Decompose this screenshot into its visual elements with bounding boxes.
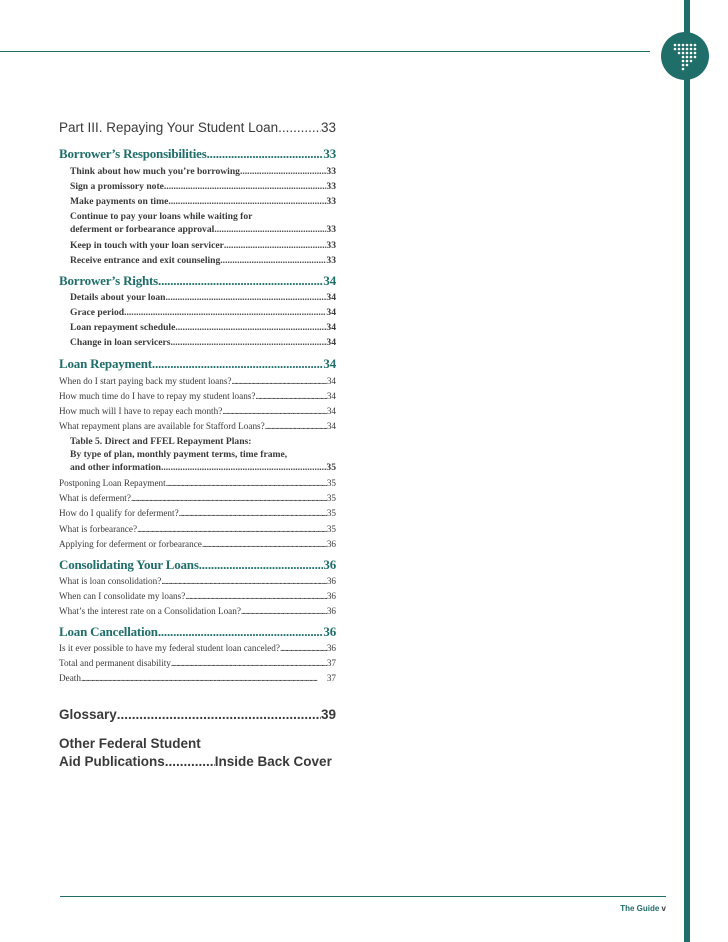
- toc-question[interactable]: What’s the interest rate on a Consolidation Loan? ..... 36: [59, 606, 336, 616]
- toc-question[interactable]: What is loan consolidation? ..... 36: [59, 576, 336, 586]
- toc-table5[interactable]: and other information ..... 35: [59, 462, 336, 473]
- toc-question[interactable]: When do I start paying back my student loans? ..... 34: [59, 376, 336, 386]
- toc-item[interactable]: Keep in touch with your loan servicer ..... 33: [59, 240, 336, 251]
- toc-question[interactable]: Applying for deferment or forbearance ..... 36: [59, 539, 336, 549]
- toc-consolidating-loans[interactable]: Consolidating Your Loans ..... 36: [59, 557, 336, 573]
- toc-item[interactable]: Loan repayment schedule ..... 34: [59, 322, 336, 333]
- toc-question[interactable]: How much will I have to repay each month? ..... 34: [59, 406, 336, 416]
- side-accent-bar: [684, 0, 690, 942]
- toc-question[interactable]: How much time do I have to repay my student loans? ..... 34: [59, 391, 336, 401]
- toc-question[interactable]: Death ..... 37: [59, 673, 336, 683]
- toc-item[interactable]: Receive entrance and exit counseling ..... 33: [59, 255, 336, 266]
- toc-borrower-rights[interactable]: Borrower’s Rights ..... 34: [59, 273, 336, 289]
- toc-item[interactable]: deferment or forbearance approval ..... 33: [59, 224, 336, 235]
- toc-question[interactable]: Is it ever possible to have my federal student loan canceled? ..... 36: [59, 643, 336, 653]
- toc-other-publications[interactable]: Aid Publications ..... Inside Back Cover: [59, 754, 336, 769]
- toc-glossary[interactable]: Glossary ..... 39: [59, 707, 336, 722]
- toc-question[interactable]: What is forbearance? ..... 35: [59, 524, 336, 534]
- toc-borrower-responsibilities[interactable]: Borrower’s Responsibilities ..... 33: [59, 146, 336, 162]
- toc-question[interactable]: Total and permanent disability ..... 37: [59, 658, 336, 668]
- footer-label: The Guide: [620, 904, 660, 913]
- bottom-rule: [60, 896, 666, 897]
- dot-logo-badge: [661, 32, 709, 80]
- footer-page-number: v: [661, 904, 666, 913]
- dot-grid-icon: [661, 32, 709, 80]
- toc-item[interactable]: Make payments on time ..... 33: [59, 196, 336, 207]
- toc-loan-repayment[interactable]: Loan Repayment ..... 34: [59, 356, 336, 372]
- toc-table5-line2: By type of plan, monthly payment terms, time frame,: [70, 449, 288, 460]
- toc-item[interactable]: Grace period ..... 34: [59, 307, 336, 318]
- toc-question[interactable]: How do I qualify for deferment? ..... 35: [59, 508, 336, 518]
- toc-question[interactable]: What is deferment? ..... 35: [59, 493, 336, 503]
- top-rule: [0, 51, 650, 52]
- toc-question[interactable]: Postponing Loan Repayment ..... 35: [59, 478, 336, 488]
- page-footer: [620, 904, 666, 913]
- toc-item[interactable]: Think about how much you’re borrowing ..... 33: [59, 166, 336, 177]
- toc-loan-cancellation[interactable]: Loan Cancellation ..... 36: [59, 624, 336, 640]
- toc-other-line1: Other Federal Student: [59, 736, 201, 751]
- toc-item-line1: Continue to pay your loans while waiting for: [70, 211, 253, 222]
- toc-item[interactable]: Change in loan servicers ..... 34: [59, 337, 336, 348]
- toc-item[interactable]: Details about your loan ..... 34: [59, 292, 336, 303]
- toc-table5-line1: Table 5. Direct and FFEL Repayment Plans:: [70, 436, 252, 447]
- toc-question[interactable]: When can I consolidate my loans? ..... 36: [59, 591, 336, 601]
- toc-question[interactable]: What repayment plans are available for Stafford Loans? ..... 34: [59, 421, 336, 431]
- toc-item[interactable]: Sign a promissory note ..... 33: [59, 181, 336, 192]
- toc-part3[interactable]: Part III. Repaying Your Student Loan ..... 33: [59, 120, 336, 135]
